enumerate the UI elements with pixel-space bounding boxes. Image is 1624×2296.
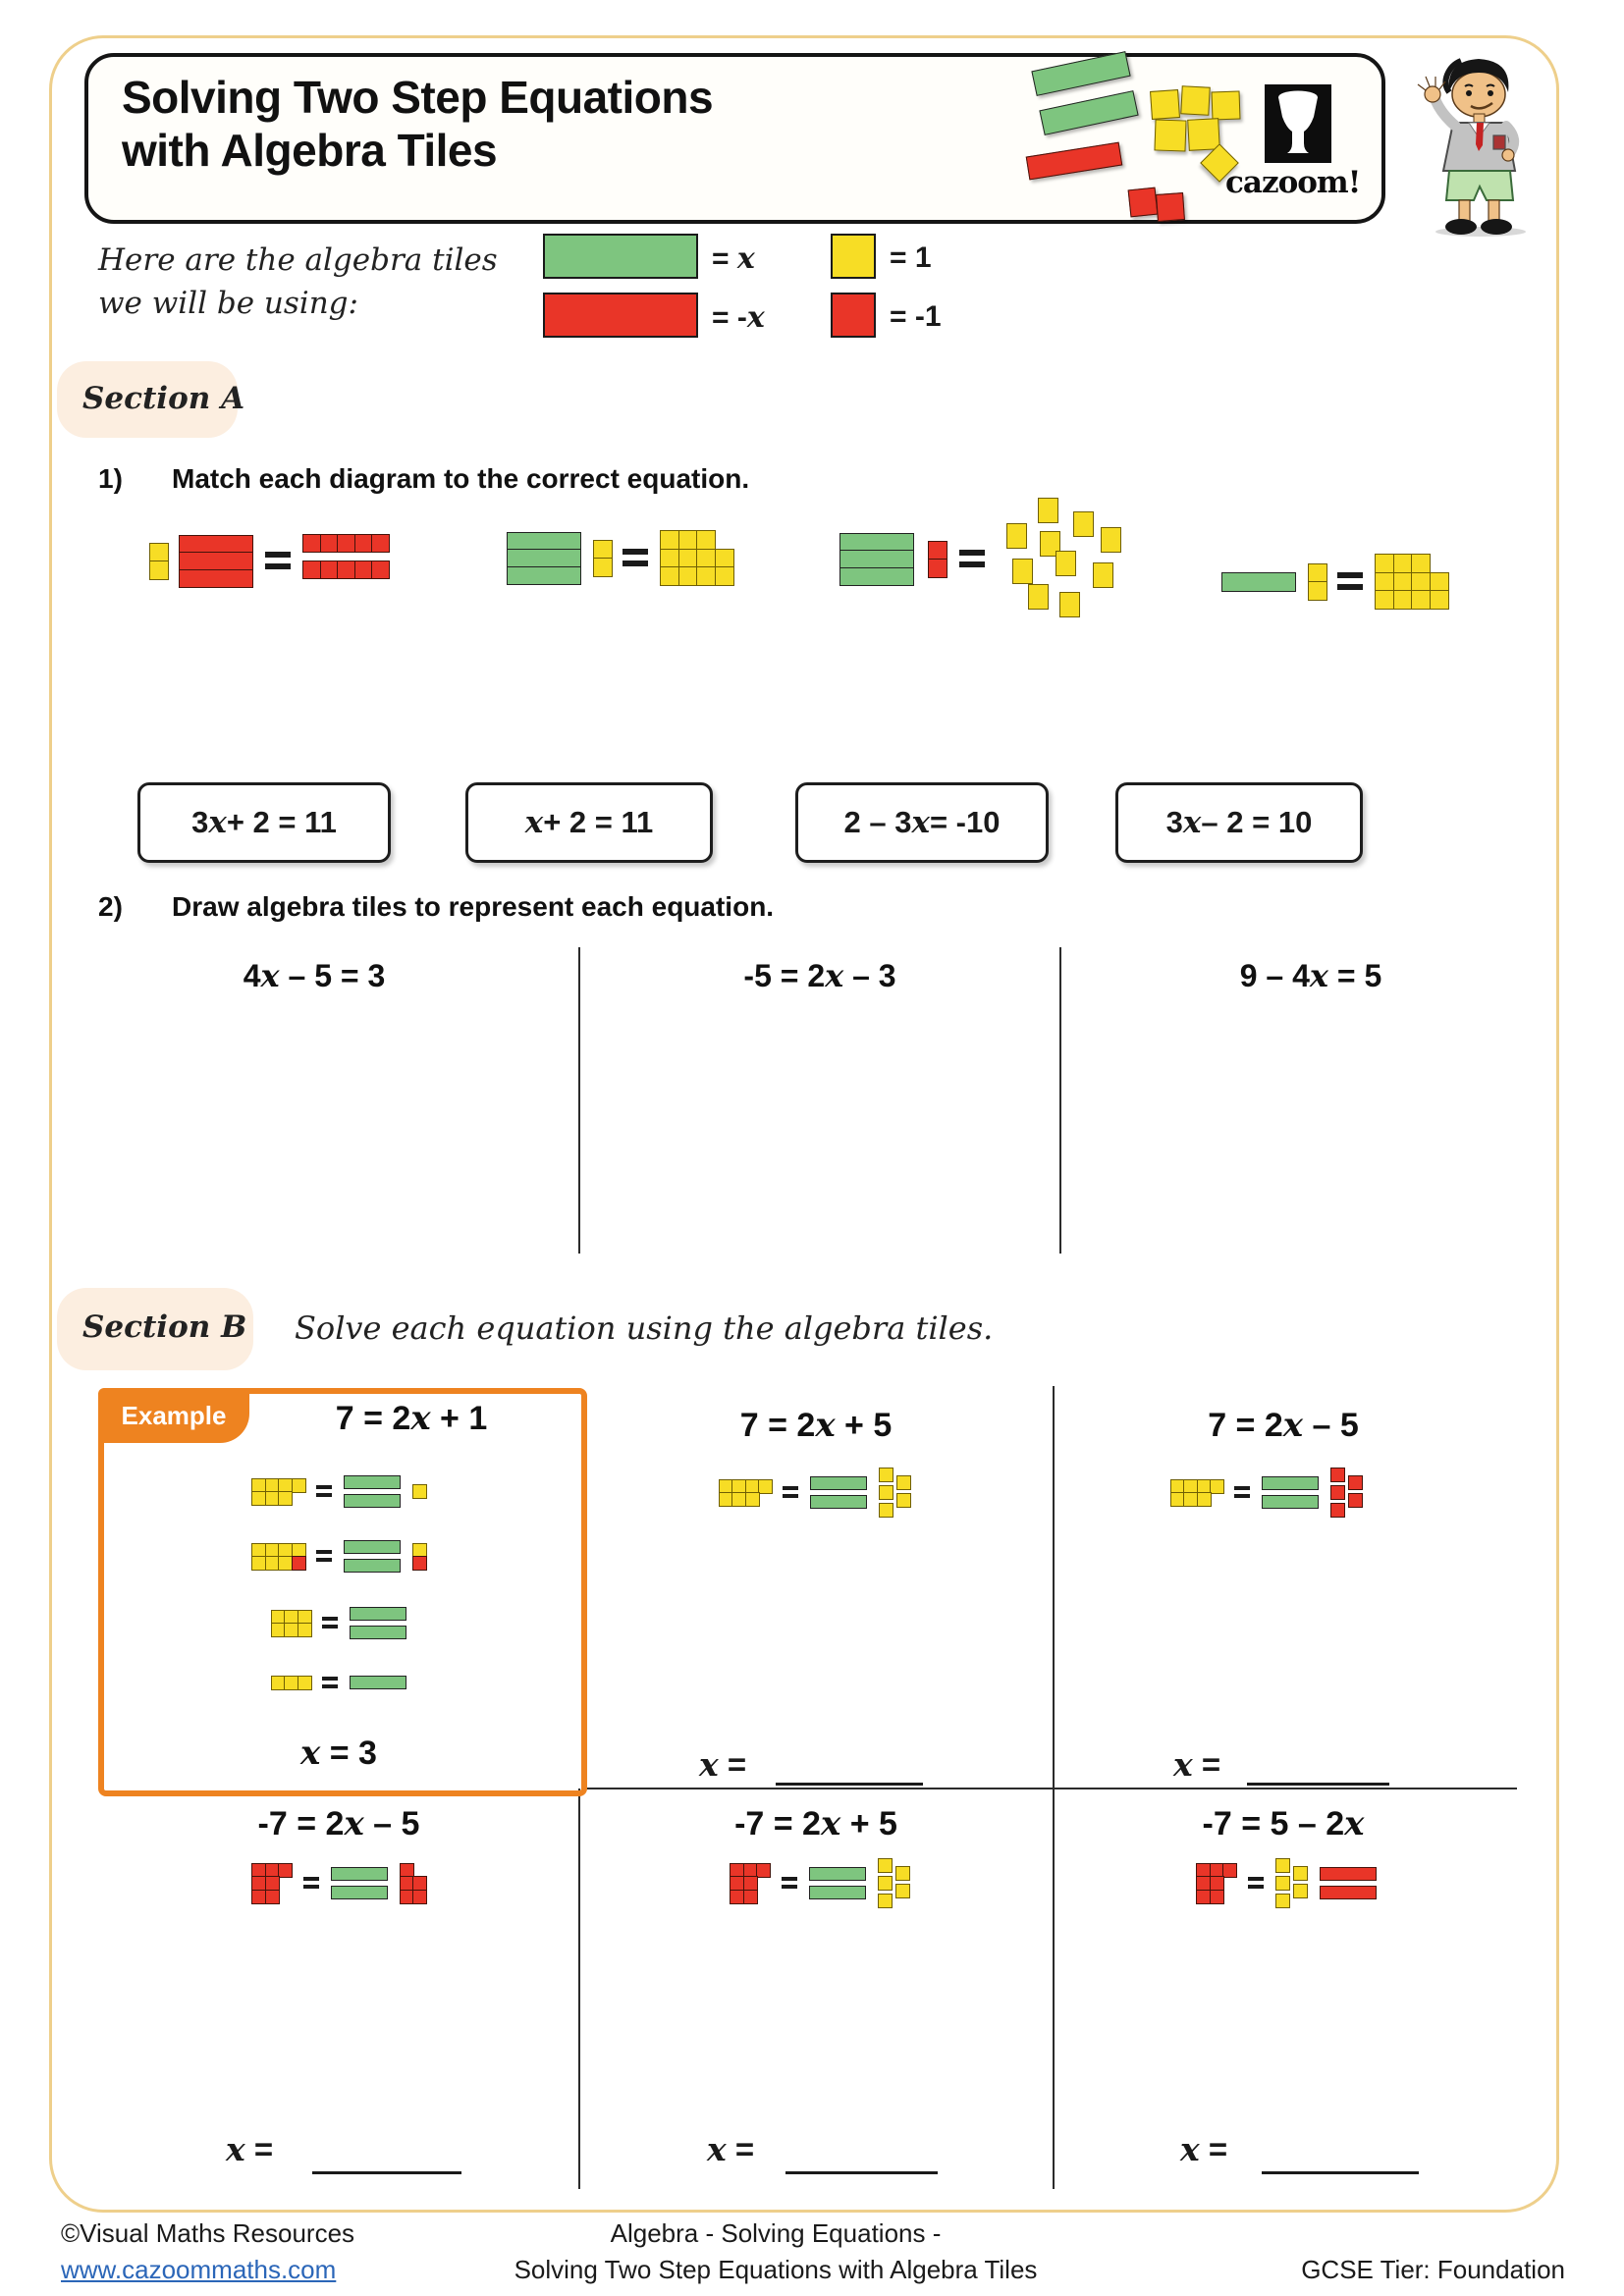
legend-intro-line-1: Here are the algebra tiles [98, 242, 498, 278]
problem-equation: 7 = 2x – 5 [1208, 1406, 1359, 1445]
answer-label: x = [1180, 2130, 1228, 2168]
example-step-1 [157, 1468, 520, 1514]
q2-equation-3: 9 – 4x = 5 [1239, 957, 1382, 994]
q2-equation-2: -5 = 2x – 3 [743, 957, 896, 994]
footer-topic-line-1: Algebra - Solving Equations - [610, 2218, 942, 2248]
q2-divider-1 [578, 947, 580, 1254]
equals-sign [303, 1877, 319, 1889]
problem-2-tiles [628, 1463, 1001, 1522]
legend-label-one: = 1 [890, 241, 932, 274]
section-b-row-divider [584, 1788, 1517, 1789]
answer-blank [776, 1783, 923, 1786]
footer-topic-line-2: Solving Two Step Equations with Algebra Tiles [514, 2255, 1038, 2284]
title-line-2: with Algebra Tiles [122, 125, 498, 176]
q2-prompt: Draw algebra tiles to represent each equation. [172, 891, 775, 922]
decor-red-square-tile [1156, 192, 1185, 222]
q1-diagram-2 [507, 510, 732, 605]
legend-red-unit-tile [831, 293, 876, 338]
example-step-2 [157, 1533, 520, 1578]
section-a-label: Section A [82, 381, 245, 416]
problem-5-tiles [633, 1851, 1006, 1914]
answer-blank [312, 2171, 461, 2174]
footer-website-link[interactable]: www.cazoommaths.com [61, 2255, 337, 2284]
worksheet-title [122, 71, 713, 177]
equals-sign [959, 550, 985, 567]
cazoom-logo-icon [1265, 84, 1331, 163]
equation-card: 3 x + 2 = 11 [137, 782, 391, 863]
section-b-divider-col2 [578, 1789, 580, 2189]
problem-equation: -7 = 2x – 5 [257, 1804, 420, 1843]
example-tab: Example [98, 1388, 249, 1443]
section-b-label: Section B [82, 1309, 247, 1345]
equals-sign [316, 1550, 332, 1562]
problem-equation: -7 = 2x + 5 [734, 1804, 897, 1843]
djembe-drum-icon [1265, 84, 1331, 163]
legend-yellow-unit-tile [831, 234, 876, 279]
equals-sign [1337, 572, 1363, 590]
legend-label-neg-one: = -1 [890, 300, 942, 333]
equals-sign [1248, 1877, 1264, 1889]
q1-diagram-3 [839, 496, 1124, 621]
mascot-boy-illustration [1400, 49, 1557, 242]
decor-red-square-tile [1128, 187, 1159, 218]
answer-label: x = [226, 2130, 274, 2168]
q1-number: 1) [98, 463, 123, 494]
legend-intro-line-2: we will be using: [98, 286, 358, 321]
equals-sign [265, 552, 291, 569]
q1-prompt: Match each diagram to the correct equation. [172, 463, 750, 494]
legend-red-bar-tile [543, 293, 698, 338]
equals-sign [1234, 1486, 1250, 1498]
equation-card: x + 2 = 11 [465, 782, 713, 863]
equals-sign [783, 1486, 798, 1498]
answer-label: x = [699, 1745, 747, 1784]
answer-label: x = [1173, 1745, 1221, 1784]
answer-blank [1247, 1783, 1389, 1786]
decor-yellow-tile [1180, 85, 1210, 115]
equals-sign [623, 549, 648, 566]
section-b-prompt: Solve each equation using the algebra tiles. [295, 1309, 994, 1347]
equation-card: 3 x – 2 = 10 [1115, 782, 1363, 863]
equals-sign [322, 1617, 338, 1629]
equation-card: 2 – 3 x = -10 [795, 782, 1049, 863]
q2-number: 2) [98, 891, 123, 922]
answer-blank [785, 2171, 938, 2174]
example-step-4 [157, 1663, 520, 1702]
q2-equation-1: 4x – 5 = 3 [243, 957, 386, 994]
legend-green-bar-tile [543, 234, 698, 279]
example-answer: x = 3 [300, 1734, 377, 1773]
answer-label: x = [707, 2130, 755, 2168]
cazoom-logo-text: cazoom! [1225, 165, 1361, 200]
q2-divider-2 [1059, 947, 1061, 1254]
title-line-1: Solving Two Step Equations [122, 72, 714, 123]
equals-sign [322, 1677, 338, 1688]
problem-equation: 7 = 2x + 5 [739, 1406, 893, 1445]
problem-equation: -7 = 5 – 2x [1202, 1804, 1365, 1843]
footer-tier: GCSE Tier: Foundation [1301, 2255, 1565, 2284]
legend-label-x: = x [712, 241, 755, 276]
example-equation: 7 = 2x + 1 [335, 1399, 488, 1438]
q1-diagram-1 [149, 518, 388, 603]
legend-intro [98, 239, 498, 325]
equals-sign [316, 1485, 332, 1497]
q1-diagram-4 [1221, 530, 1447, 632]
legend-label-neg-x: = -x [712, 300, 765, 335]
problem-4-tiles [152, 1851, 525, 1914]
answer-blank [1262, 2171, 1419, 2174]
decor-yellow-tile [1154, 119, 1186, 151]
example-step-3 [157, 1600, 520, 1645]
footer-copyright: ©Visual Maths Resources [61, 2218, 355, 2248]
decor-yellow-tile [1150, 89, 1180, 120]
problem-3-tiles [1080, 1463, 1453, 1522]
decor-yellow-tile [1212, 91, 1241, 121]
problem-6-tiles [1090, 1851, 1483, 1914]
equals-sign [782, 1877, 797, 1889]
